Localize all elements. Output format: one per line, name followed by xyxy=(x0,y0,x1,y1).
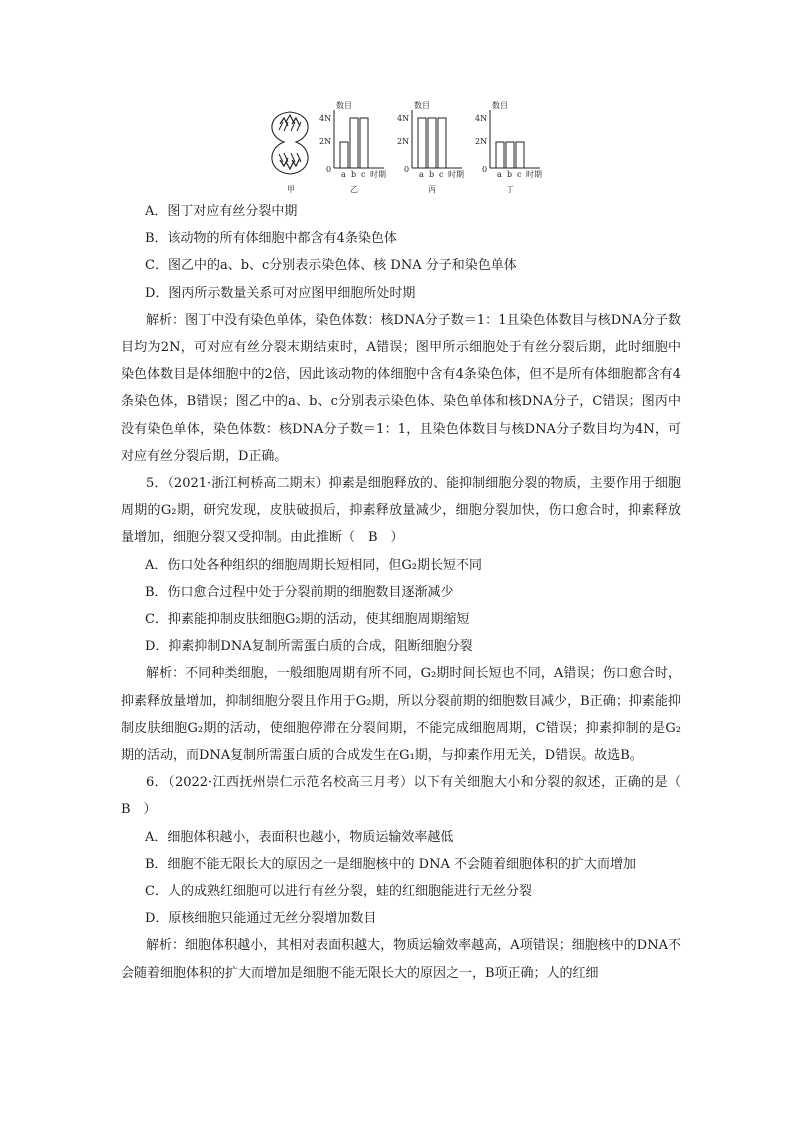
q6-stem: 6．（2022·江西抚州崇仁示范名校高三月考）以下有关细胞大小和分裂的叙述，正确的是（ B ） xyxy=(121,775,695,818)
figure-svg xyxy=(262,96,592,196)
q4-option-c: C．图乙中的a、b、c分别表示染色体、核 DNA 分子和染色单体 xyxy=(145,258,517,274)
q5-stem: 5．（2021·浙江柯桥高二期末）抑素是细胞释放的、能抑制细胞分裂的物质，主要作用于细胞周期的G₂期，研究发现，皮肤破损后，抑素释放量减少，细胞分裂加快，伤口愈合时，抑素释放量增加，细胞分裂又受抑制。由此推断（ B ） xyxy=(121,476,681,546)
bar-label-a: a xyxy=(497,170,502,179)
bar-a xyxy=(340,142,348,168)
bar-c xyxy=(516,142,524,168)
bar-label-b: b xyxy=(429,170,435,179)
bar-a xyxy=(418,118,426,168)
x-axis-title: 时期 xyxy=(526,170,542,179)
q5-option-d: D．抑素抑制DNA复制所需蛋白质的合成，阻断细胞分裂 xyxy=(145,639,473,655)
bar-b xyxy=(506,142,514,168)
bar-label-a: a xyxy=(419,170,424,179)
y-axis-title: 数目 xyxy=(414,101,430,110)
q5-option-c: C．抑素能抑制皮肤细胞G₂期的活动，使其细胞周期缩短 xyxy=(145,612,470,628)
bar-c xyxy=(360,118,368,168)
q5-option-b: B．伤口愈合过程中处于分裂前期的细胞数目逐渐减少 xyxy=(145,584,454,600)
bar-label-b: b xyxy=(507,170,513,179)
bar-label-b: b xyxy=(351,170,357,179)
chart-ding xyxy=(475,100,542,194)
panel-label-ding: 丁 xyxy=(506,185,514,194)
q6-option-d: D．原核细胞只能通过无丝分裂增加数目 xyxy=(145,911,377,927)
y-tick-4n: 4N xyxy=(475,114,488,123)
bar-c xyxy=(438,118,446,168)
bar-label-c: c xyxy=(361,170,366,179)
chart-yi xyxy=(319,100,386,194)
y-tick-2n: 2N xyxy=(397,137,410,146)
panel-label-bing: 丙 xyxy=(428,185,436,194)
bar-a xyxy=(496,142,504,168)
q4-analysis: 解析：图丁中没有染色单体，染色体数：核DNA分子数＝1：1且染色体数目与核DNA分子数目均为2N，可对应有丝分裂末期结束时，A错误；图甲所示细胞处于有丝分裂后期，此时细胞中染色体数目是体细胞中的2倍，因此该动物的体细胞中含有4条染色体，但不是所有体细胞都含有4条染色体，B错误；图乙中的a、b、c分别表示染色体、染色单体和核DNA分子，C错误；图丙中没有染色单体，染色体数：核DNA分子数＝1：1，且染色体数目与核DNA分子数目均为4N，可对应有丝分裂后期，D正确。 xyxy=(121,312,681,464)
bar-label-c: c xyxy=(517,170,522,179)
q4-option-b: B．该动物的所有体细胞中都含有4条染色体 xyxy=(145,231,397,247)
q6-option-a: A．细胞体积越小，表面积也越小，物质运输效率越低 xyxy=(145,829,454,845)
origin-label: 0 xyxy=(326,165,332,174)
y-tick-4n: 4N xyxy=(397,114,410,123)
origin-label: 0 xyxy=(404,165,410,174)
panel-label-jia: 甲 xyxy=(287,185,295,194)
bar-b xyxy=(428,118,436,168)
x-axis-title: 时期 xyxy=(448,170,464,179)
origin-label: 0 xyxy=(482,165,488,174)
bar-label-a: a xyxy=(341,170,346,179)
panel-label-yi: 乙 xyxy=(350,185,358,194)
y-tick-4n: 4N xyxy=(319,114,332,123)
q5-option-a: A．伤口处各种组织的细胞周期长短相同，但G₂期长短不同 xyxy=(145,557,482,573)
figure-panel xyxy=(262,96,592,196)
q6-option-c: C．人的成熟红细胞可以进行有丝分裂，蛙的红细胞能进行无丝分裂 xyxy=(145,884,532,900)
q6-option-b: B．细胞不能无限长大的原因之一是细胞核中的 DNA 不会随着细胞体积的扩大而增加 xyxy=(145,856,637,872)
chart-bing xyxy=(397,100,464,194)
y-tick-2n: 2N xyxy=(319,137,332,146)
y-axis-title: 数目 xyxy=(336,101,352,110)
q5-analysis: 解析：不同种类细胞，一般细胞周期有所不同，G₂期时间长短也不同，A错误；伤口愈合时，抑素释放量增加，抑制细胞分裂且作用于G₂期，所以分裂前期的细胞数目减少，B正确；抑素能抑制皮肤细胞G₂期的活动，使细胞停滞在分裂间期，不能完成细胞周期，C错误；抑素抑制的是G₂期的活动，而DNA复制所需蛋白质的合成发生在G₁期，与抑素作用无关，D错误。故选B。 xyxy=(121,666,681,764)
bar-label-c: c xyxy=(439,170,444,179)
x-axis-title: 时期 xyxy=(370,170,386,179)
q6-analysis: 解析：细胞体积越小，其相对表面积越大，物质运输效率越高，A项错误；细胞核中的DNA不会随着细胞体积的扩大而增加是细胞不能无限长大的原因之一，B项正确；人的红细 xyxy=(121,938,681,981)
bar-b xyxy=(350,118,358,168)
y-axis-title: 数目 xyxy=(492,101,508,110)
y-tick-2n: 2N xyxy=(475,137,488,146)
q4-option-a: A．图丁对应有丝分裂中期 xyxy=(145,204,298,219)
q4-option-d: D．图丙所示数量关系可对应图甲细胞所处时期 xyxy=(145,285,416,301)
question-content xyxy=(121,198,695,987)
cell-diagram-jia xyxy=(272,112,308,194)
